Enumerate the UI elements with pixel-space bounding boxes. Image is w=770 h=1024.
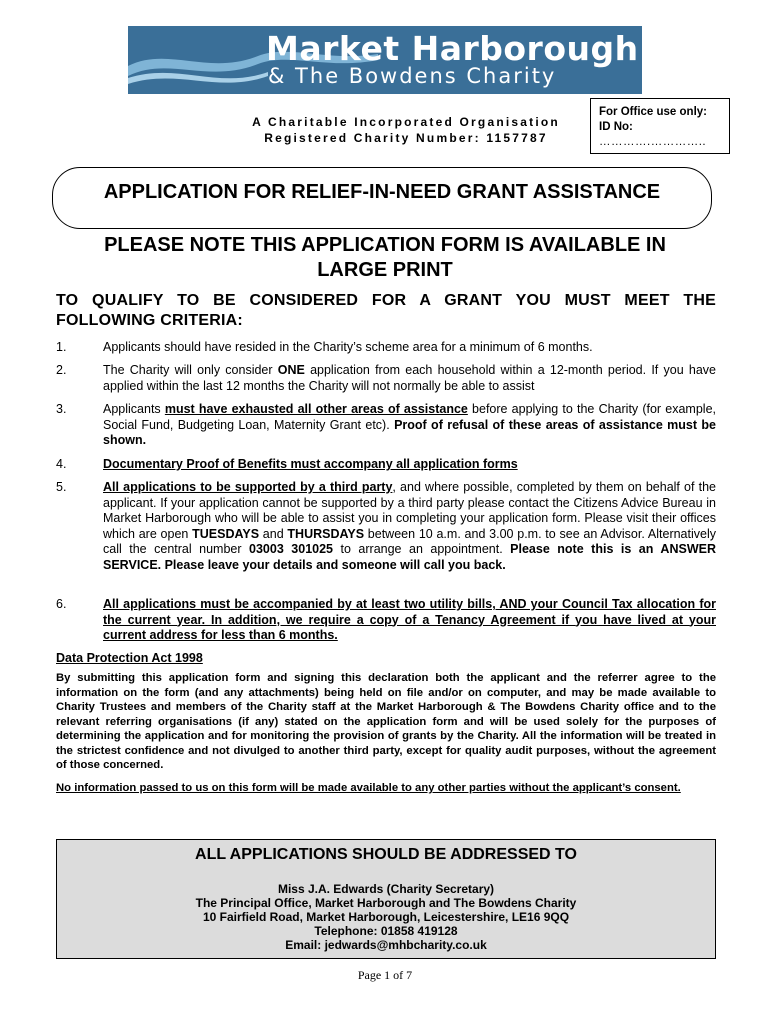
form-title: APPLICATION FOR RELIEF-IN-NEED GRANT ASSISTANCE [103, 181, 661, 203]
criteria-text: All applications to be supported by a third party, and where possible, completed by them on behalf of the applicant. If your application cannot be supported by a third party please contact the Citizens Advice Bureau in Market Harborough who will be able to assist you in completing your application form. Please visit their offices which are open TUESDAYS and THURSDAYS between 10 a.m. and 3.00 p.m. to see an Advisor. Alternatively call the central number 03003 301025 to arrange an appointment. Please note this is an ANSWER SERVICE. Please leave your details and someone will call you back. [103, 480, 716, 572]
data-protection-paragraph: By submitting this application form and signing this declaration both the applicant and the referrer agree to the information on the form (and any attachments) being held on file and/or on computer, and may be made available to Charity Trustees and members of the Charity staff at the Market Harborough & The Bowdens Charity office and to the relevant referring organisations (if any) stated on the application form and will be used solely for the purposes of determining the application and for monitoring the provision of grants by the Charity. All the information will be treated in the strictest confidence and not divulged to another third party, except for quality audit purposes, without the agreement of those concerned. [56, 672, 716, 771]
criteria-heading: TO QUALIFY TO BE CONSIDERED FOR A GRANT YOU MUST MEET THE FOLLOWING CRITERIA: [56, 292, 716, 329]
large-print-note-line2: LARGE PRINT [317, 259, 453, 281]
address-street: 10 Fairfield Road, Market Harborough, Leicestershire, LE16 9QQ [202, 910, 570, 924]
criteria-text: All applications must be accompanied by at least two utility bills, AND your Council Tax allocation for the current year. In addition, we require a copy of a Tenancy Agreement if you have lived at your current address for less than 6 months. [103, 597, 716, 642]
address-contact-name: Miss J.A. Edwards (Charity Secretary) [277, 882, 495, 896]
data-protection-heading: Data Protection Act 1998 [56, 651, 203, 665]
large-print-note [40, 233, 730, 283]
criteria-text: Documentary Proof of Benefits must accompany all application forms [103, 457, 518, 471]
address-email[interactable]: Email: jedwards@mhbcharity.co.uk [285, 938, 487, 952]
criteria-text: Applicants should have resided in the Charity’s scheme area for a minimum of 6 months. [103, 340, 593, 354]
address-heading: ALL APPLICATIONS SHOULD BE ADDRESSED TO [195, 846, 577, 863]
address-telephone: Telephone: 01858 419128 [314, 924, 458, 938]
id-no-field[interactable]: ………….………….. [599, 136, 707, 148]
criteria-number: 6. [56, 597, 67, 611]
organisation-type: A Charitable Incorporated Organisation [252, 115, 560, 129]
criteria-number: 5. [56, 480, 67, 494]
criteria-number: 1. [56, 340, 67, 354]
office-use-box [590, 98, 730, 154]
address-office: The Principal Office, Market Harborough and The Bowdens Charity [195, 896, 577, 910]
id-no-label: ID No: [599, 121, 633, 133]
charity-number: Registered Charity Number: 1157787 [264, 131, 548, 145]
large-print-note-line1: PLEASE NOTE THIS APPLICATION FORM IS AVAILABLE IN [104, 234, 666, 256]
criteria-text: The Charity will only consider ONE application from each household within a 12-month period. If you have applied within the last 12 months the Charity will not normally be able to assist [103, 363, 716, 393]
logo-subtitle: & The Bowdens Charity [268, 64, 557, 88]
charity-logo [128, 26, 642, 94]
criteria-text: Applicants must have exhausted all other areas of assistance before applying to the Charity (for example, Social Fund, Budgeting Loan, Maternity Grant etc). Proof of refusal of these areas of assistance must be shown. [103, 402, 716, 447]
consent-notice: No information passed to us on this form will be made available to any other parties without the applicant’s consent. [56, 782, 681, 794]
logo-title: Market Harborough [266, 29, 639, 68]
organisation-info [216, 114, 596, 146]
criteria-number: 2. [56, 363, 67, 377]
page-number: Page 1 of 7 [357, 968, 413, 982]
criteria-number: 3. [56, 402, 67, 416]
office-use-label: For Office use only: [599, 106, 707, 118]
criteria-number: 4. [56, 457, 67, 471]
